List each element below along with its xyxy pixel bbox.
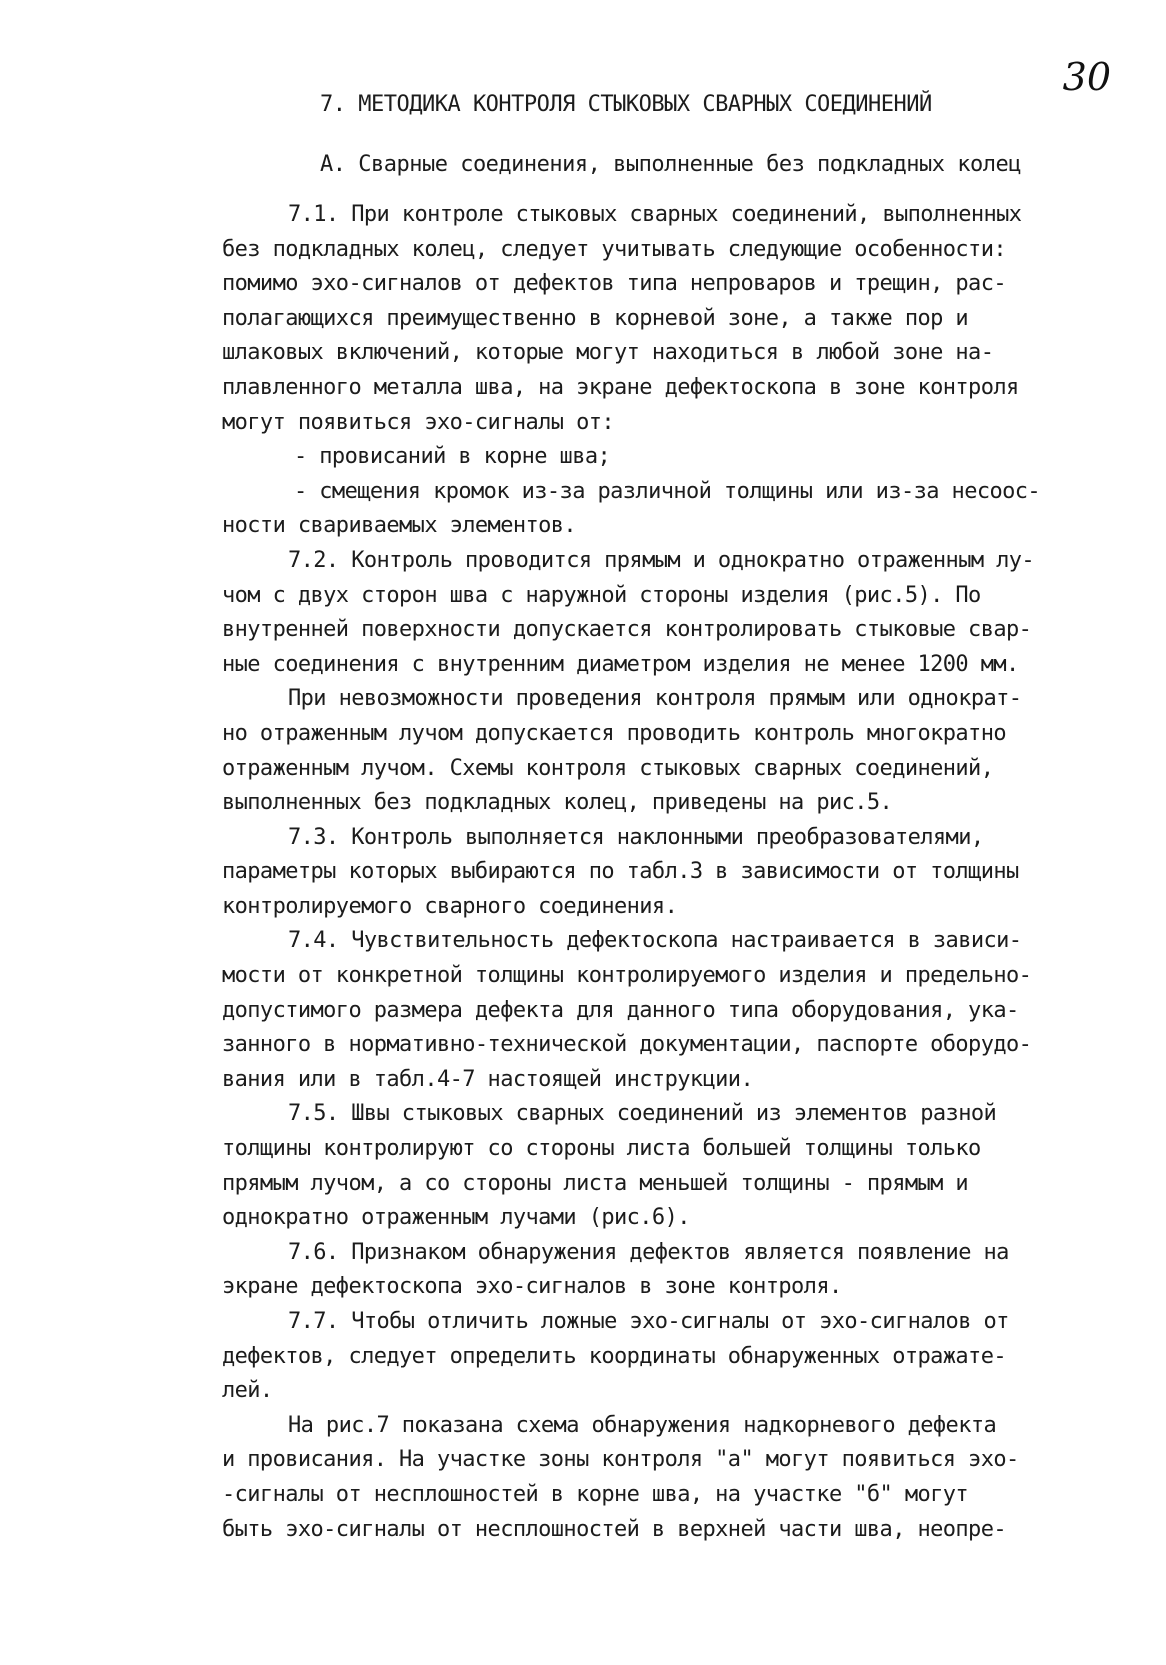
text-line: шлаковых включений, которые могут находиться в любой зоне на- bbox=[222, 340, 994, 366]
text-line: При невозможности проведения контроля прямым или однократ- bbox=[288, 686, 1022, 712]
list-item: - провисаний в корне шва; bbox=[294, 444, 611, 470]
text-line: плавленного металла шва, на экране дефектоскопа в зоне контроля bbox=[222, 374, 1019, 400]
text-line: чом с двух сторон шва с наружной стороны изделия (рис.5). По bbox=[222, 582, 981, 608]
text-line: 7.1. При контроле стыковых сварных соединений, выполненных bbox=[288, 202, 1022, 227]
section-heading: 7. МЕТОДИКА КОНТРОЛЯ СТЫКОВЫХ СВАРНЫХ СОЕДИНЕНИЙ bbox=[320, 92, 932, 117]
subsection-heading: А. Сварные соединения, выполненные без подкладных колец bbox=[320, 152, 1021, 177]
text-line: отраженным лучом. Схемы контроля стыковых сварных соединений, bbox=[222, 755, 994, 781]
text-line: однократно отраженным лучами (рис.6). bbox=[222, 1205, 690, 1231]
text-line: ные соединения с внутренним диаметром изделия не менее 1200 мм. bbox=[222, 651, 1019, 677]
text-line: контролируемого сварного соединения. bbox=[222, 893, 678, 919]
text-line: занного в нормативно-технической документации, паспорте оборудо- bbox=[222, 1032, 1032, 1058]
text-line: -сигналы от несплошностей в корне шва, на участке "б" могут bbox=[222, 1481, 969, 1507]
text-line: внутренней поверхности допускается контролировать стыковые свар- bbox=[222, 617, 1032, 643]
text-line: 7.5. Швы стыковых сварных соединений из элементов разной bbox=[288, 1101, 997, 1127]
text-line: параметры которых выбираются по табл.3 в зависимости от толщины bbox=[222, 859, 1019, 885]
text-line: и провисания. На участке зоны контроля "а" могут появиться эхо- bbox=[222, 1447, 1019, 1473]
body-text bbox=[222, 198, 1040, 1547]
text-line: 7.4. Чувствительность дефектоскопа настраивается в зависи- bbox=[288, 928, 1022, 954]
text-line: выполненных без подкладных колец, приведены на рис.5. bbox=[222, 790, 893, 816]
text-line: 7.7. Чтобы отличить ложные эхо-сигналы от эхо-сигналов от bbox=[288, 1309, 1009, 1334]
text-line: 7.3. Контроль выполняется наклонными преобразователями, bbox=[288, 824, 984, 850]
text-line: мости от конкретной толщины контролируемого изделия и предельно- bbox=[222, 963, 1032, 989]
page-number: 30 bbox=[1062, 55, 1111, 99]
text-line: без подкладных колец, следует учитывать следующие особенности: bbox=[222, 236, 1006, 262]
text-line: но отраженным лучом допускается проводить контроль многократно bbox=[222, 720, 1006, 746]
text-line: экране дефектоскопа эхо-сигналов в зоне контроля. bbox=[222, 1274, 842, 1300]
text-line: допустимого размера дефекта для данного типа оборудования, ука- bbox=[222, 997, 1019, 1023]
text-line: полагающихся преимущественно в корневой зоне, а также пор и bbox=[222, 305, 969, 331]
text-line: прямым лучом, а со стороны листа меньшей толщины - прямым и bbox=[222, 1170, 969, 1196]
text-line: могут появиться эхо-сигналы от: bbox=[222, 409, 614, 435]
text-line: 7.2. Контроль проводится прямым и однократно отраженным лу- bbox=[288, 547, 1035, 573]
text-line: толщины контролируют со стороны листа большей толщины только bbox=[222, 1136, 981, 1162]
text-line: На рис.7 показана схема обнаружения надкорневого дефекта bbox=[288, 1412, 997, 1438]
text-line: дефектов, следует определить координаты обнаруженных отражате- bbox=[222, 1343, 1006, 1369]
text-line: ности свариваемых элементов. bbox=[222, 513, 577, 539]
text-line: вания или в табл.4-7 настоящей инструкции. bbox=[222, 1066, 754, 1092]
list-item: - смещения кромок из-за различной толщины или из-за несоос- bbox=[294, 478, 1041, 504]
text-line: помимо эхо-сигналов от дефектов типа непроваров и трещин, рас- bbox=[222, 271, 1006, 297]
text-line: лей. bbox=[222, 1378, 273, 1404]
text-line: быть эхо-сигналы от несплошностей в верхней части шва, неопре- bbox=[222, 1516, 1006, 1542]
text-line: 7.6. Признаком обнаружения дефектов является появление на bbox=[288, 1239, 1009, 1265]
